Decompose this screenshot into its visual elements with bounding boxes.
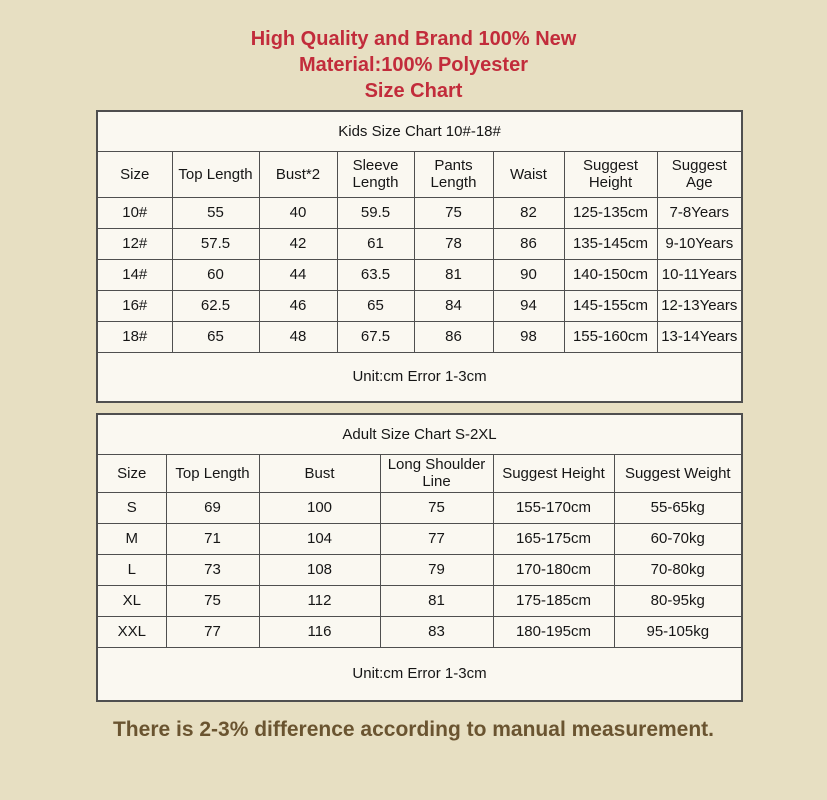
cell: 75: [166, 585, 259, 616]
cell: 7-8Years: [657, 197, 742, 228]
cell: 62.5: [172, 290, 259, 321]
unit-note: Unit:cm Error 1-3cm: [97, 352, 742, 402]
cell: 9-10Years: [657, 228, 742, 259]
cell: 79: [380, 554, 493, 585]
cell: 57.5: [172, 228, 259, 259]
quality-line: High Quality and Brand 100% New: [250, 28, 577, 50]
cell: L: [97, 554, 166, 585]
cell: 10-11Years: [657, 259, 742, 290]
cell: 69: [166, 492, 259, 523]
column-header: Waist: [493, 151, 564, 197]
cell: S: [97, 492, 166, 523]
table-title: Adult Size Chart S-2XL: [97, 414, 742, 454]
cell: 60-70kg: [614, 523, 742, 554]
cell: 42: [259, 228, 337, 259]
table-row: [97, 585, 742, 616]
column-header: Sleeve Length: [337, 151, 414, 197]
table-row: [97, 523, 742, 554]
cell: 112: [259, 585, 380, 616]
cell: 84: [414, 290, 493, 321]
cell: 71: [166, 523, 259, 554]
table-row: [97, 554, 742, 585]
unit-note: Unit:cm Error 1-3cm: [97, 647, 742, 701]
column-header: Bust: [259, 454, 380, 492]
column-header: Suggest Height: [493, 454, 614, 492]
table-row: [97, 197, 742, 228]
cell: 86: [414, 321, 493, 352]
cell: 170-180cm: [493, 554, 614, 585]
cell: 108: [259, 554, 380, 585]
cell: 98: [493, 321, 564, 352]
cell: 155-160cm: [564, 321, 657, 352]
cell: 78: [414, 228, 493, 259]
cell: 94: [493, 290, 564, 321]
table-row: [97, 259, 742, 290]
cell: 104: [259, 523, 380, 554]
cell: 116: [259, 616, 380, 647]
table-row: [97, 228, 742, 259]
cell: 175-185cm: [493, 585, 614, 616]
table-title: Kids Size Chart 10#-18#: [97, 111, 742, 151]
cell: 73: [166, 554, 259, 585]
column-header: Pants Length: [414, 151, 493, 197]
cell: 125-135cm: [564, 197, 657, 228]
cell: 140-150cm: [564, 259, 657, 290]
cell: 165-175cm: [493, 523, 614, 554]
table-row: [97, 492, 742, 523]
header-row: [97, 151, 742, 197]
cell: 55: [172, 197, 259, 228]
cell: 80-95kg: [614, 585, 742, 616]
cell: 90: [493, 259, 564, 290]
size-chart-heading: Size Chart: [364, 80, 463, 102]
column-header: Suggest Age: [657, 151, 742, 197]
cell: 86: [493, 228, 564, 259]
product-header: [0, 0, 827, 104]
cell: 13-14Years: [657, 321, 742, 352]
column-header: Top Length: [172, 151, 259, 197]
column-header: Suggest Height: [564, 151, 657, 197]
cell: 67.5: [337, 321, 414, 352]
cell: 65: [337, 290, 414, 321]
cell: 83: [380, 616, 493, 647]
cell: 82: [493, 197, 564, 228]
cell: 48: [259, 321, 337, 352]
cell: 16#: [97, 290, 172, 321]
measurement-disclaimer: There is 2-3% difference according to manual measurement.: [112, 718, 715, 741]
header-row: [97, 454, 742, 492]
adult-size-table: [96, 413, 743, 702]
column-header: Long Shoulder Line: [380, 454, 493, 492]
cell: 55-65kg: [614, 492, 742, 523]
cell: 14#: [97, 259, 172, 290]
table-row: [97, 290, 742, 321]
cell: M: [97, 523, 166, 554]
cell: 61: [337, 228, 414, 259]
column-header: Suggest Weight: [614, 454, 742, 492]
material-line: Material:100% Polyester: [298, 54, 528, 76]
column-header: Top Length: [166, 454, 259, 492]
cell: 65: [172, 321, 259, 352]
cell: 75: [414, 197, 493, 228]
cell: XL: [97, 585, 166, 616]
column-header: Size: [97, 454, 166, 492]
cell: 44: [259, 259, 337, 290]
column-header: Bust*2: [259, 151, 337, 197]
cell: 12#: [97, 228, 172, 259]
cell: 81: [380, 585, 493, 616]
cell: 12-13Years: [657, 290, 742, 321]
cell: XXL: [97, 616, 166, 647]
cell: 155-170cm: [493, 492, 614, 523]
cell: 60: [172, 259, 259, 290]
cell: 59.5: [337, 197, 414, 228]
cell: 70-80kg: [614, 554, 742, 585]
table-row: [97, 616, 742, 647]
cell: 135-145cm: [564, 228, 657, 259]
tables-container: [96, 110, 741, 702]
column-header: Size: [97, 151, 172, 197]
cell: 95-105kg: [614, 616, 742, 647]
cell: 81: [414, 259, 493, 290]
cell: 77: [166, 616, 259, 647]
table-row: [97, 321, 742, 352]
cell: 10#: [97, 197, 172, 228]
cell: 40: [259, 197, 337, 228]
cell: 77: [380, 523, 493, 554]
cell: 46: [259, 290, 337, 321]
cell: 100: [259, 492, 380, 523]
cell: 145-155cm: [564, 290, 657, 321]
kids-size-table: [96, 110, 743, 403]
cell: 18#: [97, 321, 172, 352]
cell: 180-195cm: [493, 616, 614, 647]
cell: 63.5: [337, 259, 414, 290]
cell: 75: [380, 492, 493, 523]
